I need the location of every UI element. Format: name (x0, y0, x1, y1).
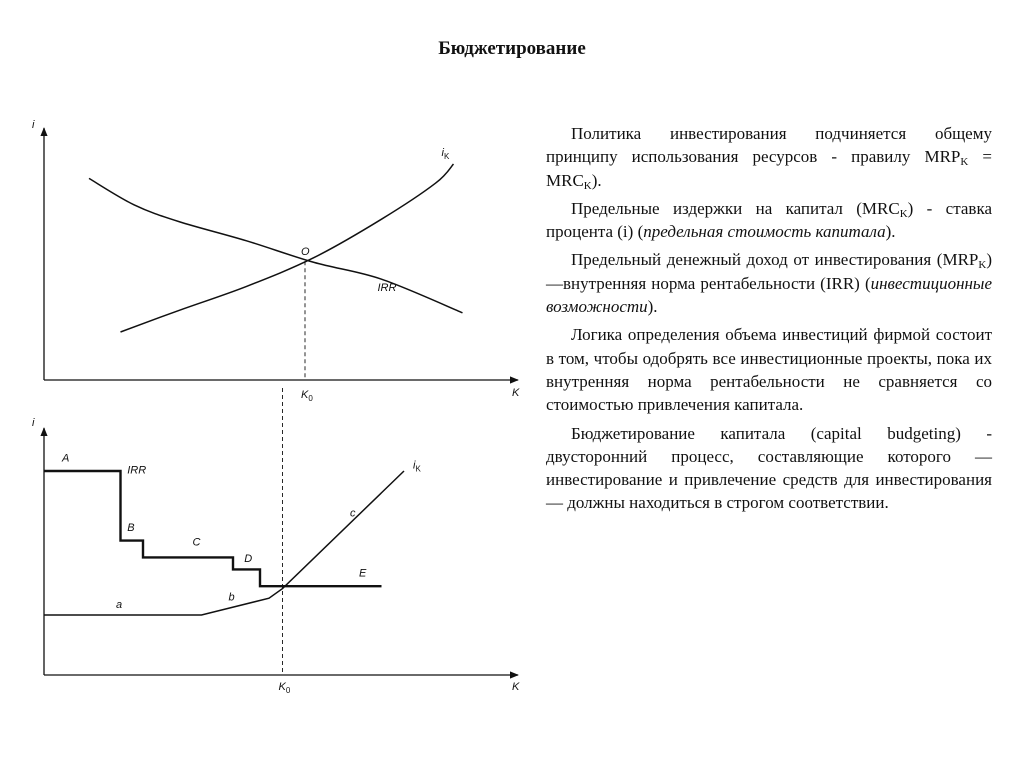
top-k0-sub: 0 (308, 394, 313, 403)
paragraph-4: Логика определения объема инвестиций фирмой состоит в том, чтобы одобрять все инвестиционные проекты, пока их внутренняя норма рентабельности не сравняется со стоимостью привлечения капитала. (546, 325, 992, 415)
page-title: Бюджетирование (438, 38, 586, 59)
segment-label-a-upper: A (62, 452, 70, 465)
paragraph-5: Бюджетирование капитала (capital budgeting) - двусторонний процесс, составляющие которого — инвестирование и привлечение средств для инвестирования — должны находиться в строгом соответствии. (546, 423, 992, 513)
top-ik-label-main: i (441, 147, 444, 159)
p2-c: ) - ставка процента (i) ( (546, 198, 992, 242)
top-x-axis-label: K (512, 387, 520, 399)
chart-bottom (32, 388, 520, 695)
bottom-x-axis-label: K (512, 681, 520, 693)
bottom-k0-label (279, 681, 291, 695)
segment-label-e-upper: E (359, 567, 367, 580)
bottom-y-axis-label: i (32, 417, 35, 429)
bottom-ik-label-main: i (413, 459, 416, 472)
paragraph-2 (546, 197, 992, 244)
chart-top (32, 119, 520, 403)
segment-label-a-lower: a (116, 598, 123, 611)
paragraph-1 (546, 122, 992, 192)
paragraph-3 (546, 248, 992, 318)
top-ik-curve (121, 164, 454, 332)
segment-label-b-lower: b (228, 591, 235, 604)
p1-c: = MRC (546, 147, 992, 190)
top-ik-label-sub: K (443, 152, 450, 161)
bottom-k0-main: K (278, 681, 286, 693)
top-k0-main: K (301, 389, 309, 401)
p1-d: K (583, 179, 592, 192)
segment-label-c-upper: C (192, 536, 201, 549)
p2-e: ). (885, 222, 896, 242)
segment-label-c-lower: c (350, 507, 356, 520)
p3-d: инвестиционные возможности (546, 273, 992, 317)
top-y-axis-label: i (32, 119, 35, 131)
p1-e: ). (591, 170, 602, 190)
p1-a: Политика инвестирования подчиняется общему принципу использования ресурсов - правилу MRP (546, 124, 992, 167)
bottom-ik-label-sub: K (415, 464, 421, 474)
p2-b: K (899, 207, 908, 220)
top-irr-curve (89, 178, 463, 312)
explanation-text (546, 122, 992, 520)
p3-e: ). (647, 297, 658, 317)
segment-label-irr: IRR (127, 464, 147, 477)
bottom-ik-label (413, 460, 421, 474)
bottom-k0-sub: 0 (285, 686, 291, 695)
segment-label-d-upper: D (244, 553, 253, 566)
top-irr-label: IRR (377, 282, 397, 295)
p2-d: предельная стоимость капитала (643, 222, 886, 242)
p3-c: ) —внутренняя норма рентабельности (IRR) ( (546, 250, 992, 293)
point-o-label: O (301, 246, 310, 259)
p3-a: Предельный денежный доход от инвестирования (MRP (571, 250, 979, 270)
segment-label-b-upper: B (127, 522, 135, 534)
bottom-ik-line (44, 471, 404, 615)
p2-a: Предельные издержки на капитал (MRC (571, 198, 900, 218)
bottom-irr-steps (44, 471, 382, 586)
p3-b: K (978, 259, 987, 272)
p1-b: K (960, 156, 969, 169)
top-k0-label (301, 389, 313, 403)
top-ik-label (442, 147, 450, 161)
